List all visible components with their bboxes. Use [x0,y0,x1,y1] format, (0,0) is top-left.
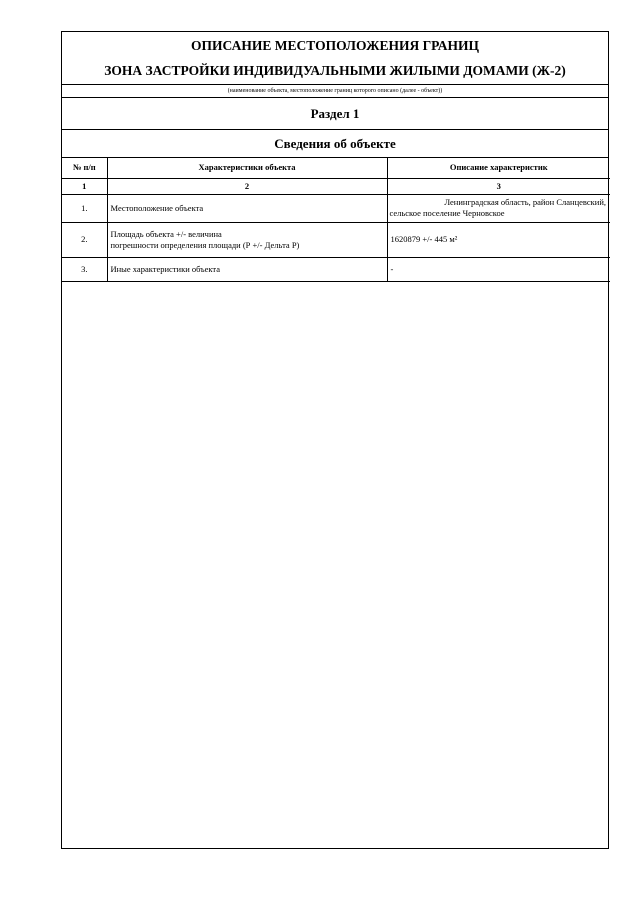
table-header-row [62,158,610,178]
row-characteristic-line: погрешности определения площади (Р +/- Дельта Р) [110,239,300,250]
header-characteristic: Характеристики объекта [107,158,387,178]
table-column-number-row [62,178,610,194]
table-row [62,194,610,222]
info-title: Сведения об объекте [62,130,608,158]
header-number: № п/п [62,158,107,178]
header-description: Описание характеристик [387,158,610,178]
column-number-1: 1 [62,178,107,194]
row-description [387,257,610,281]
column-number-2: 2 [107,178,387,194]
row-description-line: сельское поселение Черновское [389,208,505,218]
title-block [62,32,608,85]
object-info-table [62,158,610,282]
row-description-line: Ленинградская область, район Сланцевский, [444,197,606,207]
row-characteristic [107,257,387,281]
row-number: 1. [62,194,107,222]
row-characteristic [107,222,387,257]
column-number-3: 3 [387,178,610,194]
row-characteristic-line: Иные характеристики объекта [110,263,221,274]
section-title: Раздел 1 [62,98,608,130]
row-number: 2. [62,222,107,257]
row-description-line: 1620879 +/- 445 м² [390,234,458,244]
row-characteristic-line: Местоположение объекта [110,202,204,213]
row-description [387,194,610,222]
row-characteristic [107,194,387,222]
row-description-line: - [390,263,394,274]
row-number: 3. [62,257,107,281]
document-title: ОПИСАНИЕ МЕСТОПОЛОЖЕНИЯ ГРАНИЦ [191,38,479,53]
row-description [387,222,610,257]
object-name-note: (наименование объекта, местоположение границ которого описано (далее - объект)) [62,85,608,98]
object-name: ЗОНА ЗАСТРОЙКИ ИНДИВИДУАЛЬНЫМИ ЖИЛЫМИ ДОМАМИ (Ж-2) [104,63,566,78]
table-row [62,257,610,281]
table-row [62,222,610,257]
document-sheet [61,31,609,849]
row-characteristic-line: Площадь объекта +/- величина [110,228,222,239]
